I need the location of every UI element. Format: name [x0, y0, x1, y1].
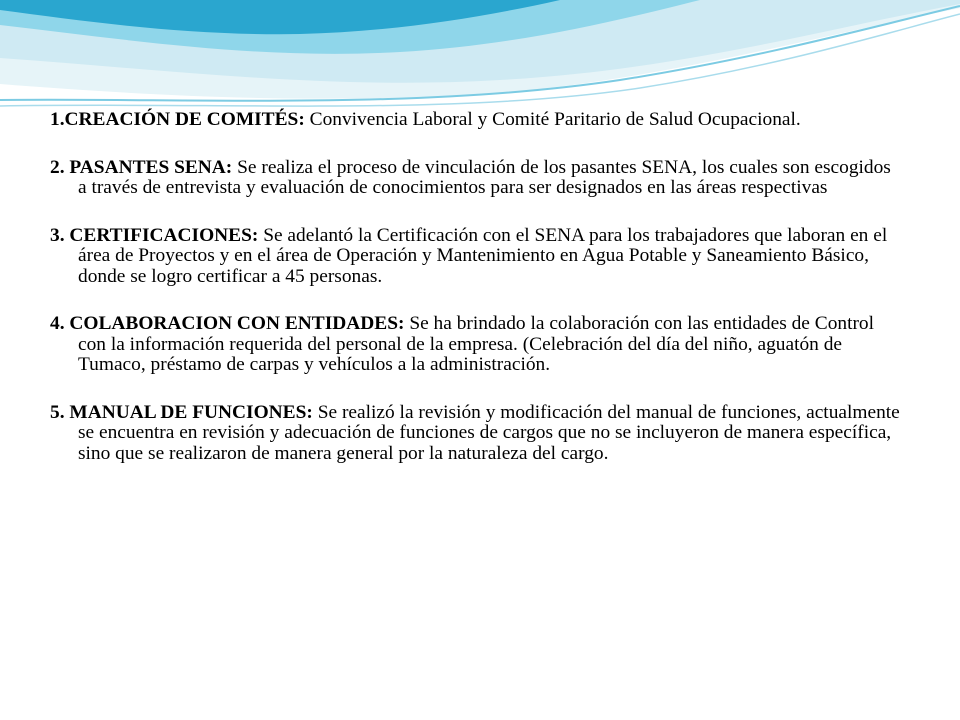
item-heading: 3. CERTIFICACIONES:: [50, 224, 259, 246]
item-pasantes-sena: [50, 158, 900, 199]
item-heading: 5. MANUAL DE FUNCIONES:: [50, 401, 313, 423]
item-text: Se realizó la revisión y modificación del manual de funciones, actualmente se encuentra en revisión y adecuación de funciones de cargos que no se incluyeron de manera específica, sino que se realizaron de manera general por la naturaleza del cargo.: [78, 401, 900, 464]
item-text: Se ha brindado la colaboración con las entidades de Control con la información requerida del personal de la empresa. (Celebración del día del niño, aguatón de Tumaco, préstamo de carpas y vehículos a la administración.: [78, 313, 875, 375]
item-colaboracion-entidades: [50, 314, 900, 376]
item-text: Se adelantó la Certificación con el SENA para los trabajadores que laboran en el área de Proyectos y en el área de Operación y Mantenimiento en Agua Potable y Saneamiento Básico, donde se logro certificar a 45 personas.: [78, 224, 888, 287]
item-heading: 1.CREACIÓN DE COMITÉS:: [50, 109, 305, 130]
decorative-wave-header: [0, 0, 960, 120]
item-manual-funciones: [50, 403, 900, 465]
item-certificaciones: [50, 226, 900, 288]
item-heading: 2. PASANTES SENA:: [50, 156, 233, 178]
item-heading: 4. COLABORACION CON ENTIDADES:: [50, 313, 405, 334]
main-content: [50, 110, 900, 491]
item-text: Se realiza el proceso de vinculación de los pasantes SENA, los cuales son escogidos a través de entrevista y evaluación de conocimientos para ser designados en las áreas respectivas: [78, 156, 891, 198]
item-creacion-comites: [50, 110, 900, 131]
item-text: Convivencia Laboral y Comité Paritario de Salud Ocupacional.: [304, 109, 801, 130]
